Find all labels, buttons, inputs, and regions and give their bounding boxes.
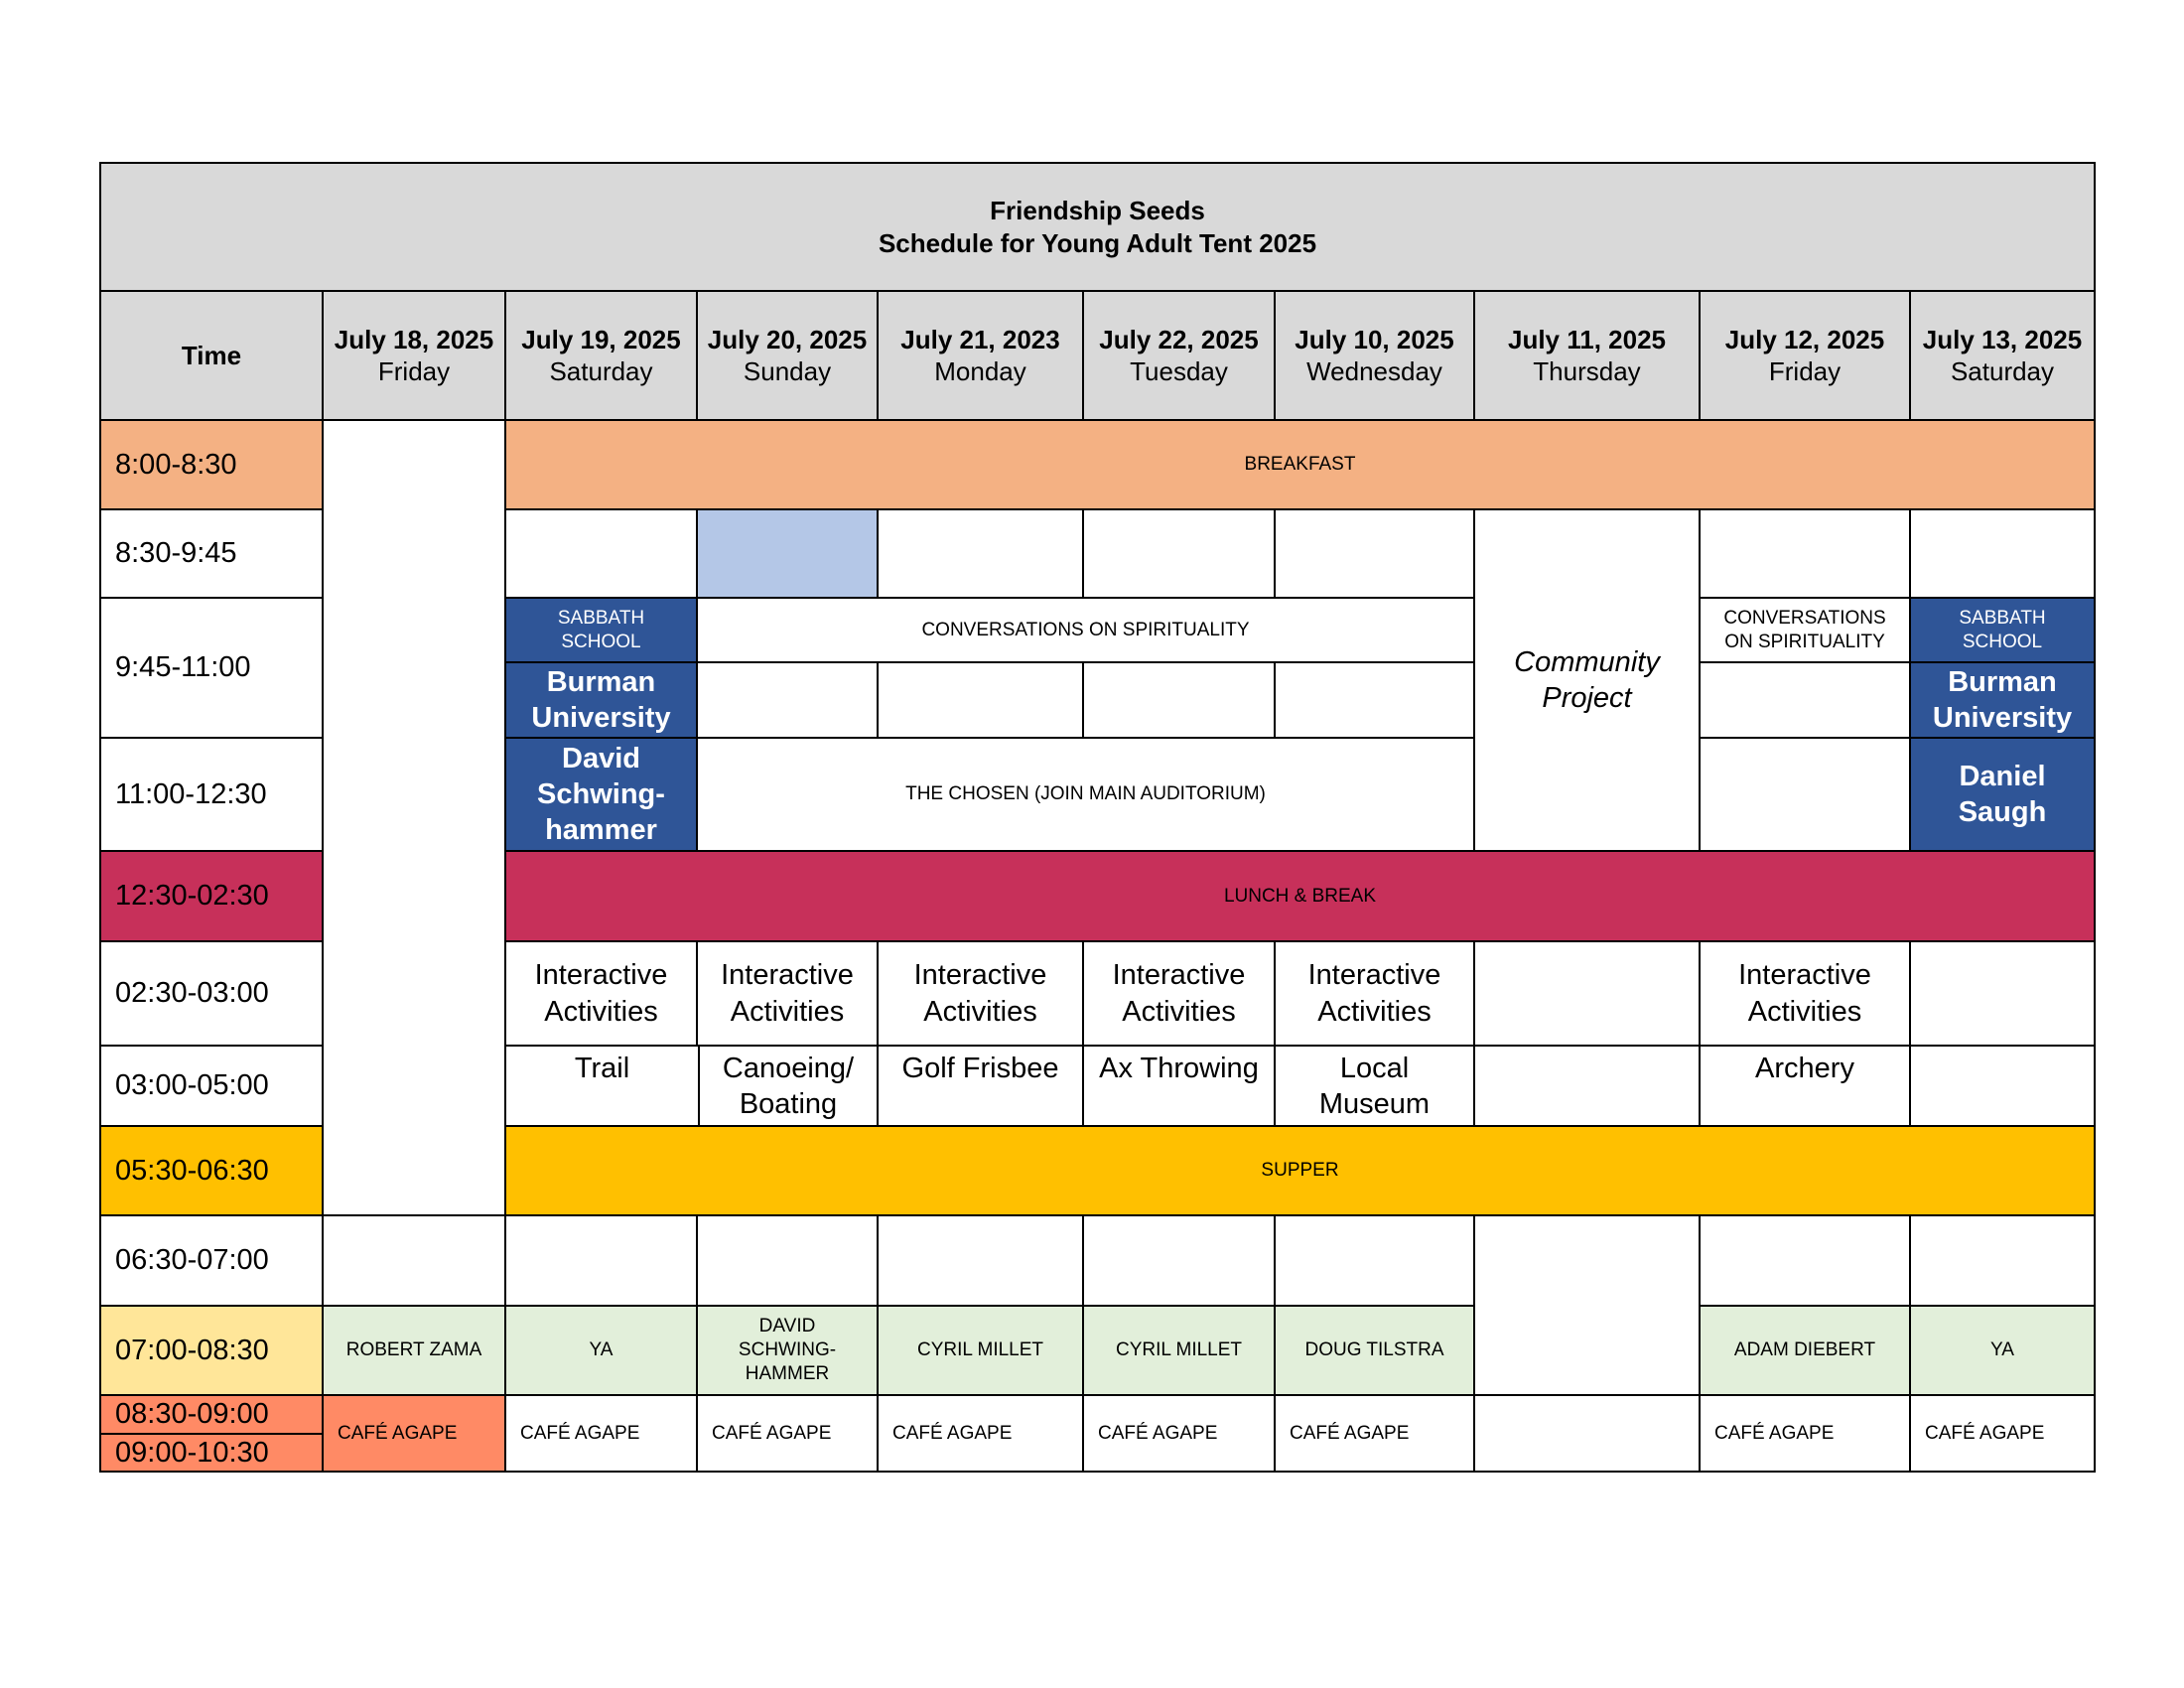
empty-cell — [696, 661, 879, 739]
sabbath-school: SABBATH SCHOOL — [504, 597, 698, 663]
sabbath-school: SABBATH SCHOOL — [1909, 597, 2096, 663]
speaker-burman-university: Burman University — [504, 661, 698, 739]
empty-cell — [696, 1214, 879, 1307]
schedule-title — [99, 162, 2096, 292]
activity-ax-throwing: Ax Throwing — [1082, 1045, 1276, 1127]
cafe-agape: CAFÉ AGAPE — [322, 1394, 506, 1473]
time-slot: 02:30-03:00 — [99, 940, 324, 1047]
empty-cell — [1274, 661, 1475, 739]
empty-cell — [1082, 508, 1276, 599]
interactive-activities: Interactive Activities — [696, 940, 879, 1047]
empty-cell — [1699, 737, 1911, 852]
cafe-agape: CAFÉ AGAPE — [696, 1394, 879, 1473]
day-weekday: Monday — [934, 356, 1026, 386]
time-slot: 03:00-05:00 — [99, 1045, 324, 1127]
time-slot: 8:00-8:30 — [99, 419, 324, 510]
evening-speaker: DOUG TILSTRA — [1274, 1305, 1475, 1396]
empty-cell — [1909, 940, 2096, 1047]
empty-cell — [1909, 1045, 2096, 1127]
empty-cell — [1473, 1045, 1701, 1127]
title-line-1: Friendship Seeds — [990, 196, 1205, 225]
time-slot: 05:30-06:30 — [99, 1125, 324, 1216]
evening-speaker: DAVID SCHWING-HAMMER — [696, 1305, 879, 1396]
cafe-agape: CAFÉ AGAPE — [1082, 1394, 1276, 1473]
day-weekday: Saturday — [549, 356, 653, 386]
the-chosen: THE CHOSEN (JOIN MAIN AUDITORIUM) — [696, 737, 1475, 852]
day-date: July 12, 2025 — [1724, 324, 1885, 354]
header-day-5 — [1082, 290, 1276, 421]
day-weekday: Tuesday — [1130, 356, 1228, 386]
empty-cell — [322, 1214, 506, 1307]
evening-speaker: CYRIL MILLET — [877, 1305, 1084, 1396]
empty-cell — [1909, 1214, 2096, 1307]
evening-speaker: ADAM DIEBERT — [1699, 1305, 1911, 1396]
empty-cell — [504, 1214, 698, 1307]
day-date: July 10, 2025 — [1295, 324, 1454, 354]
community-project: Community Project — [1473, 508, 1701, 852]
cafe-agape: CAFÉ AGAPE — [1699, 1394, 1911, 1473]
header-day-8 — [1699, 290, 1911, 421]
empty-cell — [877, 1214, 1084, 1307]
empty-cell — [877, 661, 1084, 739]
empty-cell — [1473, 1214, 1701, 1396]
empty-cell — [1274, 1214, 1475, 1307]
speaker-daniel: Daniel Saugh — [1909, 737, 2096, 852]
speaker-burman-university: Burman University — [1909, 661, 2096, 739]
evening-speaker: YA — [1909, 1305, 2096, 1396]
time-slot: 09:00-10:30 — [99, 1433, 324, 1473]
day-weekday: Friday — [377, 356, 451, 386]
time-slot: 06:30-07:00 — [99, 1214, 324, 1307]
interactive-activities: Interactive Activities — [1082, 940, 1276, 1047]
activity-golf-frisbee: Golf Frisbee — [877, 1045, 1084, 1127]
day-date: July 19, 2025 — [521, 324, 681, 354]
lunch-bar: LUNCH & BREAK — [504, 850, 2096, 942]
day-date: July 11, 2025 — [1507, 324, 1667, 354]
day-weekday: Saturday — [1950, 356, 2055, 386]
header-day-7 — [1473, 290, 1701, 421]
empty-cell — [1473, 1394, 1701, 1473]
title-line-2: Schedule for Young Adult Tent 2025 — [878, 227, 1317, 258]
day-date: July 20, 2025 — [707, 324, 868, 354]
activity-local-museum: Local Museum — [1274, 1045, 1475, 1127]
day-date: July 22, 2025 — [1099, 324, 1259, 354]
header-day-2 — [504, 290, 698, 421]
empty-cell — [1699, 661, 1911, 739]
speaker-david: David Schwing-hammer — [504, 737, 698, 852]
conversations-on-spirituality: CONVERSATIONS ON SPIRITUALITY — [1699, 597, 1911, 663]
header-day-9 — [1909, 290, 2096, 421]
supper-bar: SUPPER — [504, 1125, 2096, 1216]
activity-canoeing: Canoeing/ Boating — [698, 1045, 879, 1127]
empty-cell — [1699, 508, 1911, 599]
time-slot: 8:30-9:45 — [99, 508, 324, 599]
time-slot: 07:00-08:30 — [99, 1305, 324, 1396]
empty-cell — [1274, 508, 1475, 599]
empty-cell — [877, 508, 1084, 599]
time-column-label: Time — [181, 340, 242, 370]
evening-speaker: CYRIL MILLET — [1082, 1305, 1276, 1396]
empty-cell — [1082, 1214, 1276, 1307]
activity-archery: Archery — [1699, 1045, 1911, 1127]
interactive-activities: Interactive Activities — [1699, 940, 1911, 1047]
time-slot: 11:00-12:30 — [99, 737, 324, 852]
day-date: July 13, 2025 — [1922, 324, 2083, 354]
header-day-3 — [696, 290, 879, 421]
activity-trail: Trail — [504, 1045, 700, 1127]
day-date: July 21, 2023 — [900, 324, 1060, 354]
header-day-1 — [322, 290, 506, 421]
time-slot: 08:30-09:00 — [99, 1394, 324, 1435]
empty-cell — [1909, 508, 2096, 599]
time-slot: 9:45-11:00 — [99, 597, 324, 739]
cafe-agape: CAFÉ AGAPE — [504, 1394, 698, 1473]
empty-cell — [1473, 940, 1701, 1047]
day-weekday: Thursday — [1533, 356, 1641, 386]
conversations-on-spirituality: CONVERSATIONS ON SPIRITUALITY — [696, 597, 1475, 663]
header-day-6 — [1274, 290, 1475, 421]
day-date: July 18, 2025 — [334, 324, 494, 354]
evening-speaker: ROBERT ZAMA — [322, 1305, 506, 1396]
header-day-4 — [877, 290, 1084, 421]
cafe-agape: CAFÉ AGAPE — [877, 1394, 1084, 1473]
cafe-agape: CAFÉ AGAPE — [1909, 1394, 2096, 1473]
highlight-cell — [696, 508, 879, 599]
empty-cell — [1082, 661, 1276, 739]
day-weekday: Sunday — [743, 356, 832, 386]
time-slot: 12:30-02:30 — [99, 850, 324, 942]
empty-cell — [322, 419, 506, 1216]
interactive-activities: Interactive Activities — [504, 940, 698, 1047]
day-weekday: Wednesday — [1306, 356, 1442, 386]
empty-cell — [504, 508, 698, 599]
day-weekday: Friday — [1768, 356, 1842, 386]
breakfast-bar: BREAKFAST — [504, 419, 2096, 510]
cafe-agape: CAFÉ AGAPE — [1274, 1394, 1475, 1473]
empty-cell — [1699, 1214, 1911, 1307]
header-time — [99, 290, 324, 421]
interactive-activities: Interactive Activities — [877, 940, 1084, 1047]
evening-speaker: YA — [504, 1305, 698, 1396]
interactive-activities: Interactive Activities — [1274, 940, 1475, 1047]
